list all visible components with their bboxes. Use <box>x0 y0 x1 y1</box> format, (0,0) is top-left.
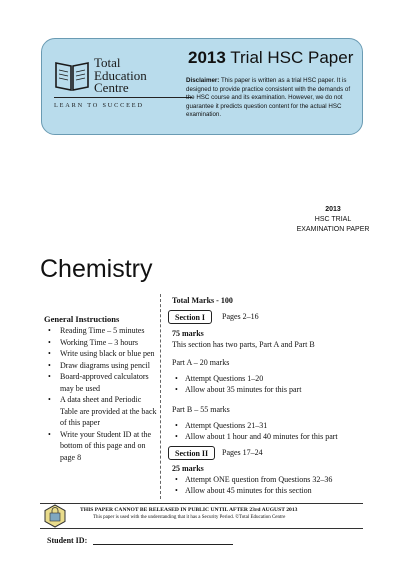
part-a-list <box>175 373 301 395</box>
book-logo-icon <box>54 59 90 93</box>
subject-title: Chemistry <box>40 255 153 283</box>
instruction-item: • Board-approved calculators may be used <box>48 371 160 394</box>
part-a-item: • Allow about 35 minutes for this part <box>175 384 301 395</box>
instruction-item: • Write your Student ID at the bottom of this page and on page 8 <box>48 429 160 464</box>
meta-line2: EXAMINATION PAPER <box>296 226 370 233</box>
section-2-label: Section II <box>168 446 215 460</box>
part-b-item: • Allow about 1 hour and 40 minutes for this part <box>175 431 338 442</box>
column-divider <box>160 294 161 499</box>
release-warning: THIS PAPER CANNOT BE RELEASED IN PUBLIC UNTIL AFTER 23rd AUGUST 2013 <box>80 507 298 513</box>
exam-meta <box>278 205 388 235</box>
section-2-pages: Pages 17–24 <box>222 448 263 457</box>
logo-name <box>94 57 194 95</box>
part-a-item: • Attempt Questions 1–20 <box>175 373 301 384</box>
student-id-field[interactable] <box>93 544 233 545</box>
logo <box>54 57 194 117</box>
instruction-item: • Reading Time – 5 minutes <box>48 325 160 337</box>
part-b-title: Part B – 55 marks <box>172 405 230 414</box>
paper-title-text: Trial HSC Paper <box>230 48 354 67</box>
logo-tagline: LEARN TO SUCCEED <box>54 102 144 109</box>
general-instructions-title: General Instructions <box>44 314 120 324</box>
paper-year: 2013 <box>188 48 226 67</box>
meta-year: 2013 <box>325 206 341 213</box>
part-b-item: • Attempt Questions 21–31 <box>175 420 338 431</box>
footer-top-rule <box>40 503 363 504</box>
general-instructions-list <box>48 325 160 463</box>
section-2-marks: 25 marks <box>172 464 204 473</box>
disclaimer <box>186 77 358 120</box>
instruction-item: • Working Time – 3 hours <box>48 337 160 349</box>
logo-name-line1: Total <box>94 55 121 70</box>
section-2-item: • Attempt ONE question from Questions 32–36 <box>175 474 332 485</box>
section-2-list <box>175 474 332 496</box>
paper-title <box>188 48 353 68</box>
security-seal-icon <box>44 504 66 528</box>
logo-name-line3: Centre <box>94 80 129 95</box>
disclaimer-text: This paper is written as a trial HSC paper. It is designed to provide practice consistent with the demands of the HSC course and its examination. However, we do not guarantee it predicts question content for the actual HSC examination. <box>186 77 351 119</box>
total-marks: Total Marks - 100 <box>172 296 233 305</box>
section-2-item: • Allow about 45 minutes for this section <box>175 485 332 496</box>
section-1-marks: 75 marks <box>172 329 204 338</box>
section-1-desc: This section has two parts, Part A and Part B <box>172 340 315 349</box>
section-1-label: Section I <box>168 310 212 324</box>
section-1-pages: Pages 2–16 <box>222 312 259 321</box>
part-a-title: Part A – 20 marks <box>172 358 230 367</box>
security-note: This paper is used with the understanding that it has a Security Period. ©Total Education Centre <box>93 515 286 520</box>
instruction-item: • A data sheet and Periodic Table are provided at the back of this paper <box>48 394 160 429</box>
disclaimer-label: Disclaimer: <box>186 77 220 84</box>
meta-line1: HSC TRIAL <box>314 216 352 223</box>
student-id-label: Student ID: <box>47 536 88 545</box>
instruction-item: • Write using black or blue pen <box>48 348 160 360</box>
footer-bottom-rule <box>40 528 363 529</box>
logo-name-line2: Education <box>94 67 147 83</box>
part-b-list <box>175 420 338 442</box>
logo-divider <box>54 97 192 98</box>
header-banner <box>41 38 363 135</box>
instruction-item: • Draw diagrams using pencil <box>48 360 160 372</box>
